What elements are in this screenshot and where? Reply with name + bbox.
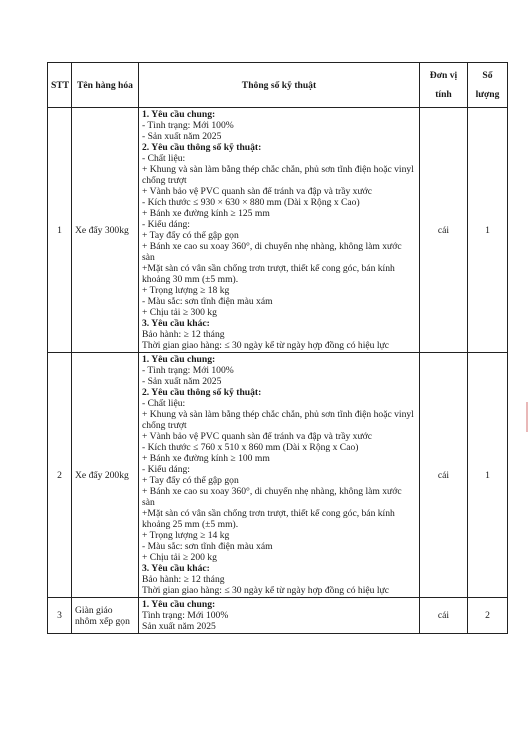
header-spec: Thông số kỹ thuật — [139, 63, 420, 108]
row-unit: cái — [420, 598, 468, 634]
spec-line: - Chất liệu: — [142, 153, 186, 164]
spec-line: Thời gian giao hàng: ≤ 30 ngày kể từ ngày hợp đồng có hiệu lực — [142, 340, 389, 351]
table-row — [48, 108, 508, 353]
spec-line: +Mặt sàn có vân sần chống trơn trượt, thiết kế cong góc, bán kính khoảng 25 mm (±5 mm). — [142, 508, 395, 530]
spec-line: - Kích thước ≤ 930 × 630 × 880 mm (Dài x Rộng x Cao) — [142, 197, 360, 208]
header-name: Tên hàng hóa — [72, 63, 139, 108]
row-spec — [139, 353, 420, 598]
spec-line: Bảo hành: ≥ 12 tháng — [142, 329, 225, 340]
header-qty-line1: Số — [482, 70, 493, 81]
spec-heading: 3. Yêu cầu khác: — [142, 563, 210, 574]
spec-line: - Kiểu dáng: — [142, 464, 190, 475]
row-qty: 1 — [468, 108, 508, 353]
header-unit-line2: tính — [435, 89, 452, 100]
spec-line: + Tay đẩy có thể gập gọn — [142, 475, 239, 486]
spec-heading: 1. Yêu cầu chung: — [142, 354, 216, 365]
spec-line: + Vành bảo vệ PVC quanh sàn để tránh va đập và trầy xước — [142, 186, 372, 197]
row-unit: cái — [420, 353, 468, 598]
spec-line: Thời gian giao hàng: ≤ 30 ngày kể từ ngày hợp đồng có hiệu lực — [142, 585, 389, 596]
row-unit: cái — [420, 108, 468, 353]
spec-heading: 2. Yêu cầu thông số kỹ thuật: — [142, 387, 262, 398]
spec-heading: 3. Yêu cầu khác: — [142, 318, 210, 329]
spec-line: - Kích thước ≤ 760 x 510 x 860 mm (Dài x Rộng x Cao) — [142, 442, 359, 453]
table-row — [48, 598, 508, 634]
spec-line: + Bánh xe đường kính ≥ 125 mm — [142, 208, 270, 219]
row-stt: 3 — [48, 598, 72, 634]
spec-line: - Tình trạng: Mới 100% — [142, 120, 234, 131]
spec-line: - Màu sắc: sơn tĩnh điện màu xám — [142, 296, 273, 307]
spec-line: Sản xuất năm 2025 — [142, 621, 216, 632]
spec-heading: 2. Yêu cầu thông số kỹ thuật: — [142, 142, 262, 153]
spec-line: - Kiểu dáng: — [142, 219, 190, 230]
spec-line: - Màu sắc: sơn tĩnh điện màu xám — [142, 541, 273, 552]
row-qty: 2 — [468, 598, 508, 634]
spec-line: - Chất liệu: — [142, 398, 186, 409]
spec-line: - Tình trạng: Mới 100% — [142, 365, 234, 376]
row-item-name: Xe đẩy 200kg — [72, 353, 139, 598]
header-unit — [420, 63, 468, 108]
spec-line: + Bánh xe cao su xoay 360°, di chuyển nhẹ nhàng, không làm xước sàn — [142, 486, 402, 508]
spec-line: - Sản xuất năm 2025 — [142, 376, 222, 387]
spec-line: + Trọng lượng ≥ 14 kg — [142, 530, 230, 541]
header-stt: STT — [48, 63, 72, 108]
margin-mark — [526, 402, 528, 432]
spec-line: + Bánh xe đường kính ≥ 100 mm — [142, 453, 270, 464]
spec-line: + Trọng lượng ≥ 18 kg — [142, 285, 230, 296]
row-spec — [139, 108, 420, 353]
row-stt: 2 — [48, 353, 72, 598]
header-qty-line2: lượng — [475, 89, 500, 100]
spec-line: +Mặt sàn có vân sần chống trơn trượt, thiết kế cong góc, bán kính khoảng 30 mm (±5 mm). — [142, 263, 395, 285]
row-item-name: Xe đẩy 300kg — [72, 108, 139, 353]
spec-table — [47, 62, 508, 634]
spec-line: + Khung và sàn làm bằng thép chắc chắn, phủ sơn tĩnh điện hoặc vinyl chống trượt — [142, 164, 414, 186]
spec-line: Tình trạng: Mới 100% — [142, 610, 229, 621]
spec-heading: 1. Yêu cầu chung: — [142, 109, 216, 120]
row-qty: 1 — [468, 353, 508, 598]
row-stt: 1 — [48, 108, 72, 353]
spec-line: + Vành bảo vệ PVC quanh sàn để tránh va đập và trầy xước — [142, 431, 372, 442]
spec-heading: 1. Yêu cầu chung: — [142, 599, 216, 610]
spec-line: + Khung và sàn làm bằng thép chắc chắn, phủ sơn tĩnh điện hoặc vinyl chống trượt — [142, 409, 414, 431]
header-qty — [468, 63, 508, 108]
table-header-row — [48, 63, 508, 108]
spec-line: + Bánh xe cao su xoay 360°, di chuyển nhẹ nhàng, không làm xước sàn — [142, 241, 402, 263]
table-row — [48, 353, 508, 598]
spec-line: - Sản xuất năm 2025 — [142, 131, 222, 142]
row-item-name: Giàn giáo nhôm xếp gọn — [72, 598, 139, 634]
header-unit-line1: Đơn vị — [429, 70, 458, 81]
spec-line: + Tay đẩy có thể gập gọn — [142, 230, 239, 241]
spec-line: Bảo hành: ≥ 12 tháng — [142, 574, 225, 585]
spec-line: + Chịu tải ≥ 200 kg — [142, 552, 217, 563]
spec-line: + Chịu tải ≥ 300 kg — [142, 307, 217, 318]
row-spec — [139, 598, 420, 634]
